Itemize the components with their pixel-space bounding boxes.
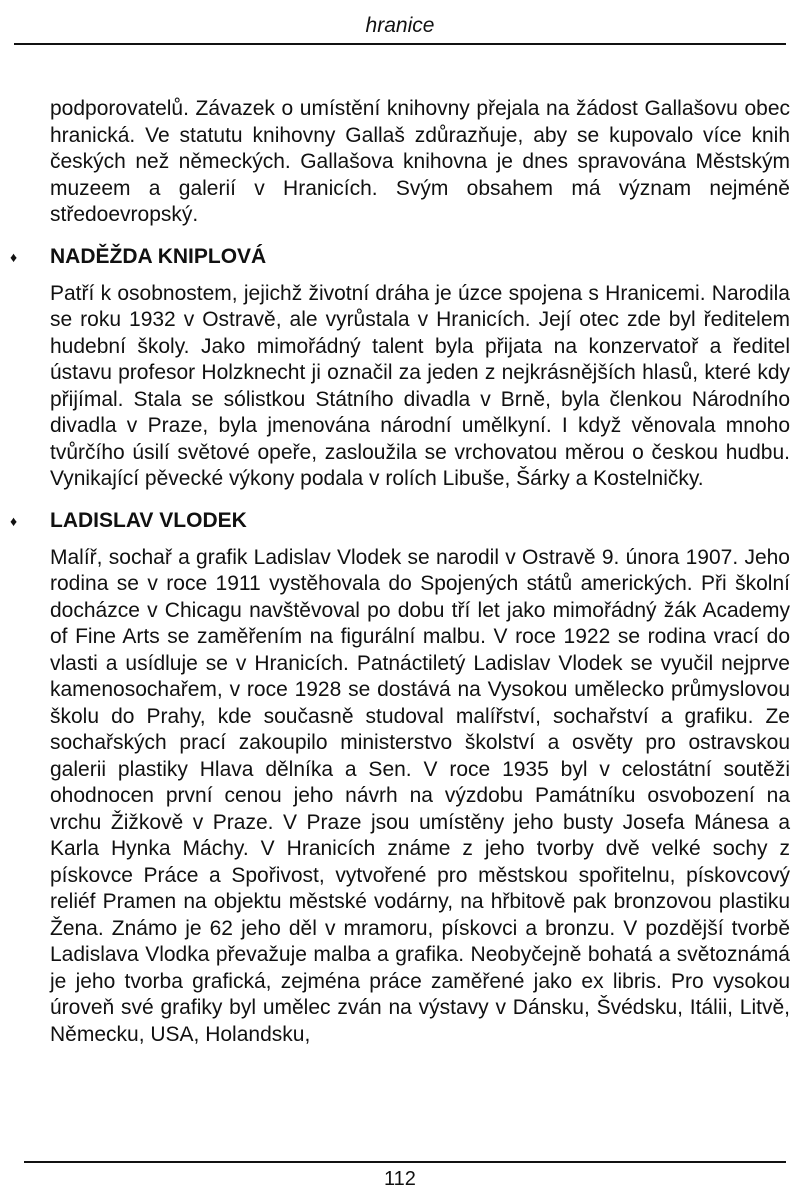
page-number: 112 xyxy=(384,1168,416,1190)
diamond-bullet-icon: ♦ xyxy=(10,512,18,529)
section-kniplova xyxy=(10,243,790,493)
section-title: NADĚŽDA KNIPLOVÁ xyxy=(50,244,267,268)
intro-paragraph: podporovatelů. Závazek o umístění knihovny přejala na žádost Gallašovu obec hranická. Ve statutu knihovny Gallaš zdůrazňuje, aby se kupovalo více knih českých než německých. Gallašova knihovna je dnes spravována Městským muzeem a galerií v Hranicích. Svým obsahem má význam nejméně středoevropský. xyxy=(50,97,790,226)
section-heading xyxy=(10,243,790,271)
section-paragraph: Malíř, sochař a grafik Ladislav Vlodek se narodil v Ostravě 9. února 1907. Jeho rodina se v roce 1911 vystěhovala do Spojených států amerických. Při školní docházce v Chicagu navštěvoval po dobu tří let jako mimořádný žák Academy of Fine Arts se zaměřením na figurální malbu. V roce 1922 se rodina vrací do vlasti a usídluje se v Hranicích. Patnáctiletý Ladislav Vlodek se vyučil nejprve kamenosochařem, v roce 1928 se dostává na Vysokou umělecko průmyslovou školu do Prahy, kde současně studoval malířství, sochařství a grafiku. Ze sochařských prací zakoupilo ministerstvo školství a osvěty pro ostravskou galerii plastiky Hlava dělníka a Sen. V roce 1935 byl v celostátní soutěži ohodnocen první cenou jeho návrh na výzdobu Památníku osvobození na vrchu Žižkově v Praze. V Praze jsou umístěny jeho busty Josefa Mánesa a Karla Hynka Máchy. V Hranicích známe z jeho tvorby dvě velké sochy z pískovce Práce a Spořivost, vytvořené pro městskou spořitelnu, pískovcový reliéf Pramen na objektu městské vodárny, na hřbitově pak bronzovou plastiku Žena. Známo je 62 jeho děl v mramoru, pískovci a bronzu. V pozdější tvorbě Ladislava Vlodka převažuje malba a grafika. Neobyčejně bohatá a světoznámá je jeho tvorba grafická, zejména práce zaměřené jako ex libris. Pro vysokou úroveň své grafiky byl umělec zván na výstavy v Dánsku, Švédsku, Itálii, Litvě, Německu, USA, Holandsku, xyxy=(50,545,790,1046)
section-title: LADISLAV VLODEK xyxy=(50,508,247,532)
header-divider xyxy=(14,43,786,45)
page-body xyxy=(10,96,790,1048)
section-heading xyxy=(10,507,790,535)
section-vlodek xyxy=(10,507,790,1049)
diamond-bullet-icon: ♦ xyxy=(10,248,18,265)
section-paragraph: Patří k osobnostem, jejichž životní dráha je úzce spojena s Hranicemi. Narodila se roku 1932 v Ostravě, ale vyrůstala v Hranicích. Její otec zde byl ředitelem hudební školy. Jako mimořádný talent byla přijata na konzervatoř a ředitel ústavu profesor Holzknecht ji označil za jeden z nejkrásnějších hlasů, které kdy přijímal. Stala se sólistkou Státního divadla v Brně, byla členkou Národního divadla v Praze, byla jmenována národní umělkyní. I když věnovala mnoho tvůrčího úsilí světové opeře, zasloužila se vrchovatou měrou o českou hudbu. Vynikající pěvecké výkony podala v rolích Libuše, Šárky a Kostelničky. xyxy=(50,281,790,490)
running-header: hranice xyxy=(365,14,435,37)
footer-divider xyxy=(24,1161,786,1163)
